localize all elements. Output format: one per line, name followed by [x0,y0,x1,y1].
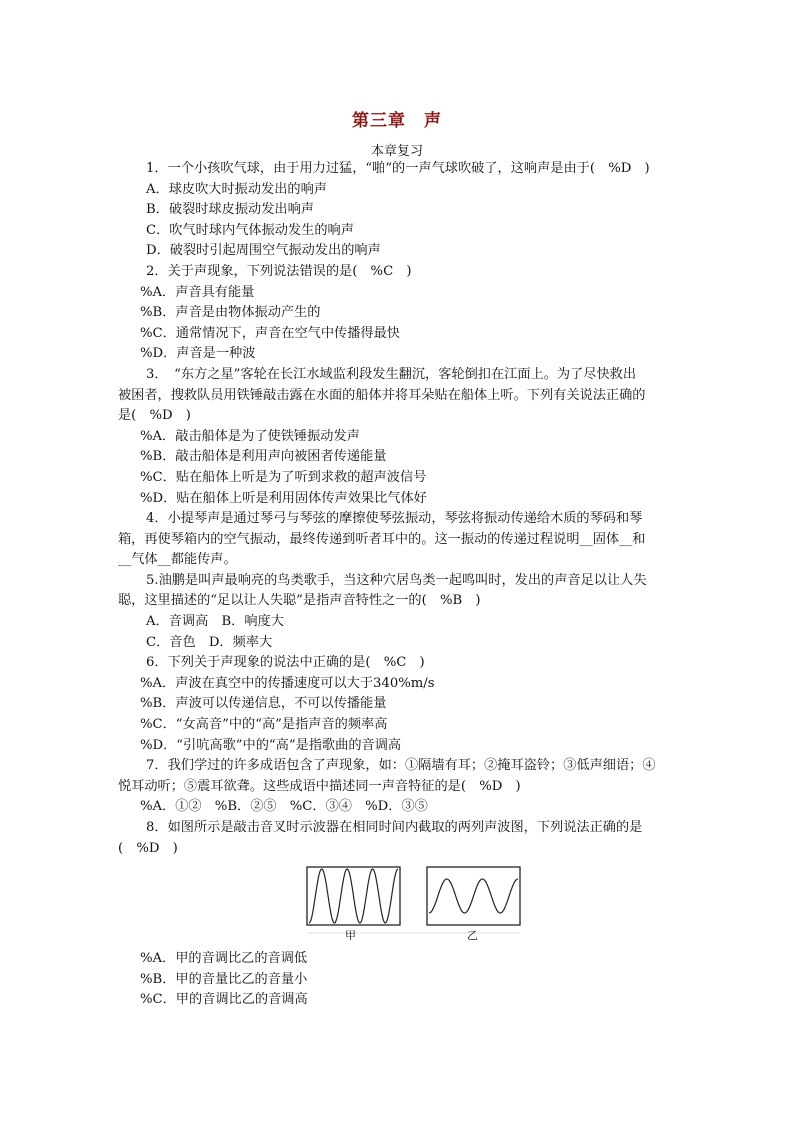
text-line: 5.油鹏是叫声最响亮的鸟类歌手，当这种穴居鸟类一起鸣叫时，发出的声音足以让人失 [146,572,647,588]
text-line: %A．敲击船体是为了使铁锤振动发声 [140,428,360,444]
figure-label-jia: 甲 [345,929,356,943]
text-line: %C．通常情况下，声音在空气中传播得最快 [140,325,400,341]
text-line: 7．我们学过的许多成语包含了声现象，如：①隔墙有耳；②掩耳盗铃；③低声细语；④ [146,758,656,774]
text-line: %A．声波在真空中的传播速度可以大于340%m/s [140,675,435,691]
text-line: 2．关于声现象，下列说法错误的是( %C ) [146,263,412,279]
text-line: A．音调高 B．响度大 [146,614,284,630]
wave-yi [429,879,518,913]
text-line: 箱，再使琴箱内的空气振动，最终传递到听者耳中的。这一振动的传递过程说明__固体__和 [118,531,646,547]
text-line: 聪，这里描述的“足以让人失聪”是指声音特性之一的( %B ) [118,593,481,609]
figure-label-yi: 乙 [467,929,478,943]
wave-jia [309,869,398,923]
section-subtitle: 本章复习 [370,144,423,159]
text-line: %A．①② %B．②⑤ %C．③④ %D．③⑤ [140,799,428,815]
questions-1-8 [118,159,678,859]
text-line: %D．贴在船体上听是利用固体传声效果比气体好 [140,490,427,506]
text-line: %D．声音是一种波 [140,346,256,362]
text-line: 是( %D ) [118,408,191,424]
text-line: %B．甲的音量比乙的音量小 [140,971,308,987]
text-line: 3． “东方之星”客轮在长江水域监利段发生翻沉，客轮倒扣在江面上。为了尽快救出 [146,366,637,382]
text-line: %A．声音具有能量 [140,284,255,300]
text-line: %A．甲的音调比乙的音调低 [140,951,308,967]
text-line: C．吹气时球内气体振动发生的响声 [146,222,354,238]
waveform-figure [303,865,523,945]
text-line: %C．甲的音调比乙的音调高 [140,992,308,1008]
text-line: %B．声音是由物体振动产生的 [140,305,321,321]
text-line: A．球皮吹大时振动发出的响声 [146,181,327,197]
question-8-options [118,949,678,1011]
text-line: __气体__都能传声。 [118,552,237,568]
text-line: 1．一个小孩吹气球，由于用力过猛，“啪”的一声气球吹破了，这响声是由于( %D ) [146,161,650,176]
waveform-graphic [303,865,523,945]
text-line: 6．下列关于声现象的说法中正确的是( %C ) [146,655,425,671]
text-line: 8．如图所示是敲击音叉时示波器在相同时间内截取的两列声波图，下列说法正确的是 [146,820,643,835]
text-line: C．音色 D．频率大 [146,634,273,650]
text-line: %C．贴在船体上听是为了听到求救的超声波信号 [140,469,427,485]
text-line: %B．敲击船体是利用声向被困者传递能量 [140,449,387,465]
text-line: 被困者，搜救队员用铁锤敲击露在水面的船体并将耳朵贴在船体上听。下列有关说法正确的 [118,387,646,403]
text-line: %B．声波可以传递信息，不可以传播能量 [140,696,387,712]
text-line: 悦耳动听；⑤震耳欲聋。这些成语中描述同一声音特征的是( %D ) [118,778,521,794]
text-line: %C．“女高音”中的“高”是指声音的频率高 [140,717,388,733]
page-title: 第三章 声 [352,111,442,131]
text-line: B．破裂时球皮振动发出响声 [146,202,314,218]
text-line: ( %D ) [118,840,178,856]
text-line: %D．“引吭高歌”中的“高”是指歌曲的音调高 [140,737,402,753]
text-line: 4．小提琴声是通过琴弓与琴弦的摩擦使琴弦振动，琴弦将振动传递给木质的琴码和琴 [146,511,643,527]
text-line: D．破裂时引起周围空气振动发出的响声 [146,243,381,259]
question-content [118,159,678,1011]
